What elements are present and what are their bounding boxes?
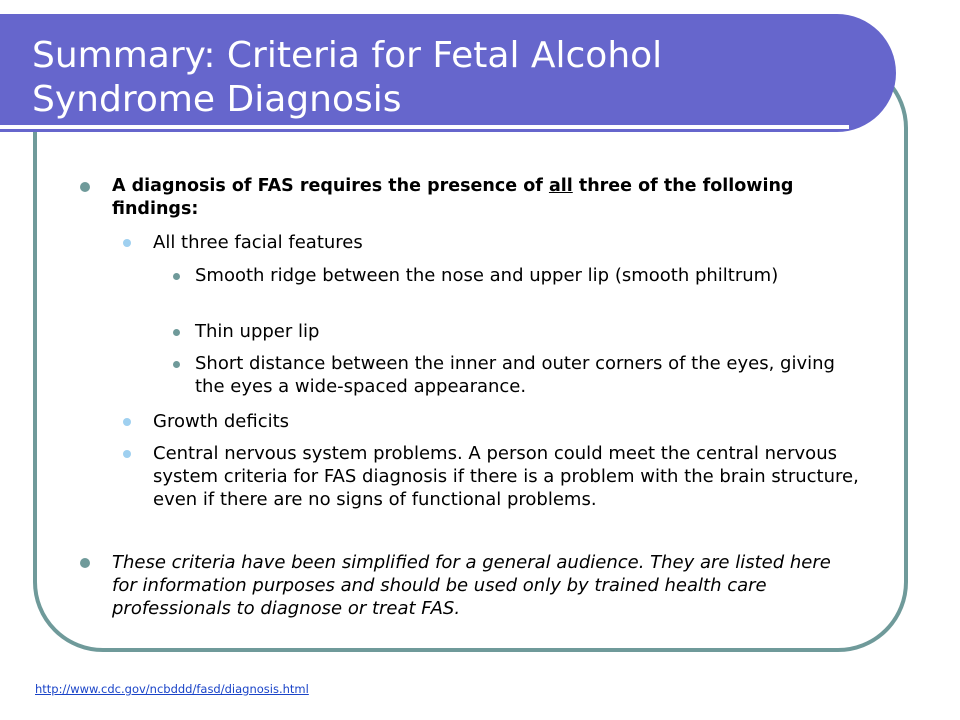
bullet-dot-icon <box>123 418 131 426</box>
bullet-text: Short distance between the inner and outer corners of the eyes, giving the eyes a wide-spaced appearance. <box>195 353 835 397</box>
bullet-dot-icon <box>123 450 131 458</box>
bullet-text: All three facial features <box>153 232 363 253</box>
bullet-text: Central nervous system problems. A person could meet the central nervous system criteria for FAS diagnosis if there is a problem with the brain structure, even if there are no signs of functional problems. <box>153 443 859 510</box>
bullet-cns-problems <box>153 442 873 511</box>
bullet-text: Smooth ridge between the nose and upper lip (smooth philtrum) <box>195 265 779 286</box>
bullet-text: Thin upper lip <box>195 321 320 342</box>
bullet-text-suffix: three of the following findings: <box>112 176 794 219</box>
source-link[interactable]: http://www.cdc.gov/ncbddd/fasd/diagnosis.html <box>35 682 309 696</box>
bullet-text: Growth deficits <box>153 411 290 432</box>
bullet-text-underlined: all <box>548 176 573 196</box>
bullet-dot-icon <box>173 361 180 368</box>
bullet-text: These criteria have been simplified for a general audience. They are listed here for information purposes and should be used only by trained health care professionals to diagnose or treat FAS. <box>112 552 831 619</box>
bullet-eye-distance <box>195 352 855 398</box>
bullet-dot-icon <box>80 558 90 568</box>
bullet-dot-icon <box>173 273 180 280</box>
bullet-dot-icon <box>123 239 131 247</box>
bullet-facial-features <box>153 231 873 254</box>
bullet-disclaimer <box>112 551 852 620</box>
slide-title: Summary: Criteria for Fetal Alcohol Syndrome Diagnosis <box>32 35 663 120</box>
bullet-dot-icon <box>173 329 180 336</box>
bullet-text-prefix: A diagnosis of FAS requires the presence of <box>112 176 549 196</box>
bullet-dot-icon <box>80 182 90 192</box>
bullet-smooth-philtrum <box>195 264 855 287</box>
bullet-thin-lip <box>195 320 855 343</box>
bullet-growth-deficits <box>153 410 873 433</box>
bullet-fas-requirement <box>112 175 852 221</box>
